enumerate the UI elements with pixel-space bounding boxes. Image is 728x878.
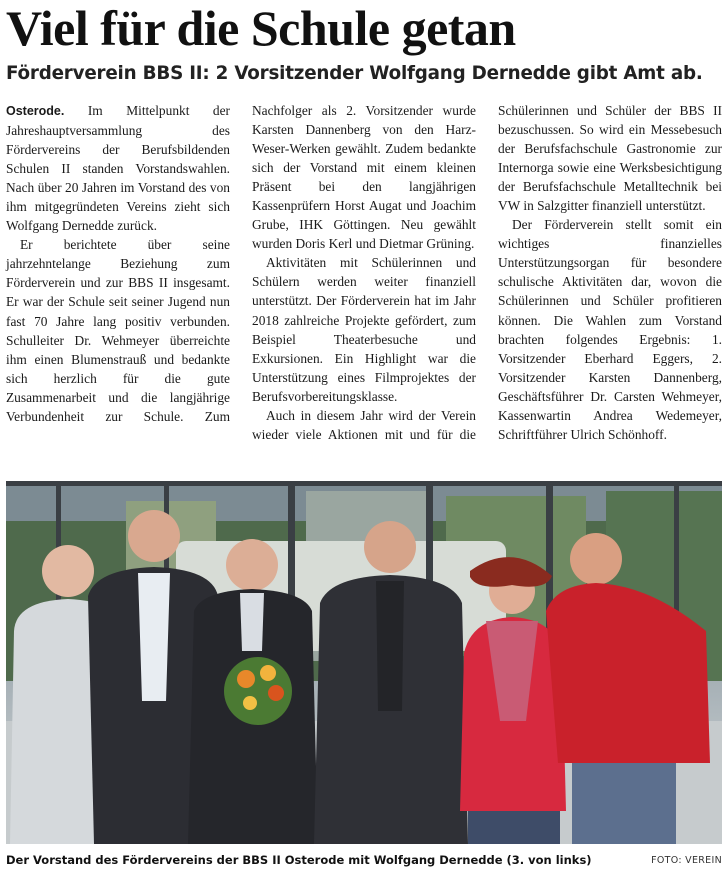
article-paragraph bbox=[6, 101, 230, 235]
headline: Viel für die Schule getan bbox=[6, 0, 516, 56]
group-photo bbox=[6, 481, 722, 844]
article-paragraph: Aktivitäten mit Schülerinnen und Schülern werden weiter finanziell unterstützt. Der Förderverein hat im Jahr 2018 zahlreiche Projekte gefördert, zum Beispiel Theaterbesuche und Exkursionen. Ein Highlight war die Unterstützung eines Filmprojektes der Berufsvorbereitungsklasse. bbox=[252, 255, 476, 404]
article-paragraph: Er berichtete über seine jahrzehntelange Beziehung zum Förderverein und zur BBS II insgesamt. Er war der Schule seit seiner Jugend nun fast 70 Jahre lang positiv verbunden. Schulleiter Dr. Wehmeyer überreichte ihm einen Blumenstrauß und bedankte sich herzlich für die gute Zusammenarbeit und die langjährige Verbundenheit zur Schule. Zum Nachfolger als 2. Vorsitzender wurde Karsten Dannenberg von den Harz-Weser-Werken gewählt. Zudem bedankte sich der Vorstand mit einem kleinen Präsent bei den langjährigen Kassenprüfern Horst Augat und Joachim Grube, IHK Göttingen. Neu gewählt wurden Doris Kerl und Dietmar Grüning. bbox=[6, 103, 476, 424]
subheadline: Förderverein BBS II: 2 Vorsitzender Wolfgang Dernedde gibt Amt ab. bbox=[6, 63, 703, 84]
photo-caption: Der Vorstand des Fördervereins der BBS II Osterode mit Wolfgang Dernedde (3. von links) bbox=[6, 853, 592, 867]
article-paragraph: Der Förderverein stellt somit ein wichtiges finanzielles Unterstützungsorgan für besondere schulische Aktivitäten dar, wovon die Schülerinnen und Schüler profitieren können. Die Wahlen zum Vorstand brachten folgendes Ergebnis: 1. Vorsitzender Eberhard Eggers, 2. Vorsitzender Karsten Dannenberg, Geschäftsführer Dr. Carsten Wehmeyer, Kassenwartin Andrea Wedemeyer, Schriftführer Ulrich Schönhoff. bbox=[498, 217, 722, 442]
paragraph-text: Im Mittelpunkt der Jahreshauptversammlung des Fördervereins der Berufsbildenden Schulen II standen Vorstandswahlen. Nach über 20 Jahren im Vorstand des von ihm mitgegründeten Vereins zieht sich Wolfgang Dernedde zurück. bbox=[6, 103, 230, 234]
photo-credit: FOTO: VEREIN bbox=[651, 855, 722, 866]
article-body bbox=[6, 101, 722, 475]
article-paragraph: Auch in diesem Jahr wird der Verein wieder viele Aktionen mit und für die Schülerinnen und Schüler der BBS II bezuschussen. So wird ein Messebesuch der Berufsfachschule Gastronomie zur Internorga sowie eine Werksbesichtigung der Berufsfachschule Metalltechnik bei VW in Salzgitter finanziell unterstützt. bbox=[252, 103, 722, 442]
dateline: Osterode. bbox=[6, 104, 65, 118]
